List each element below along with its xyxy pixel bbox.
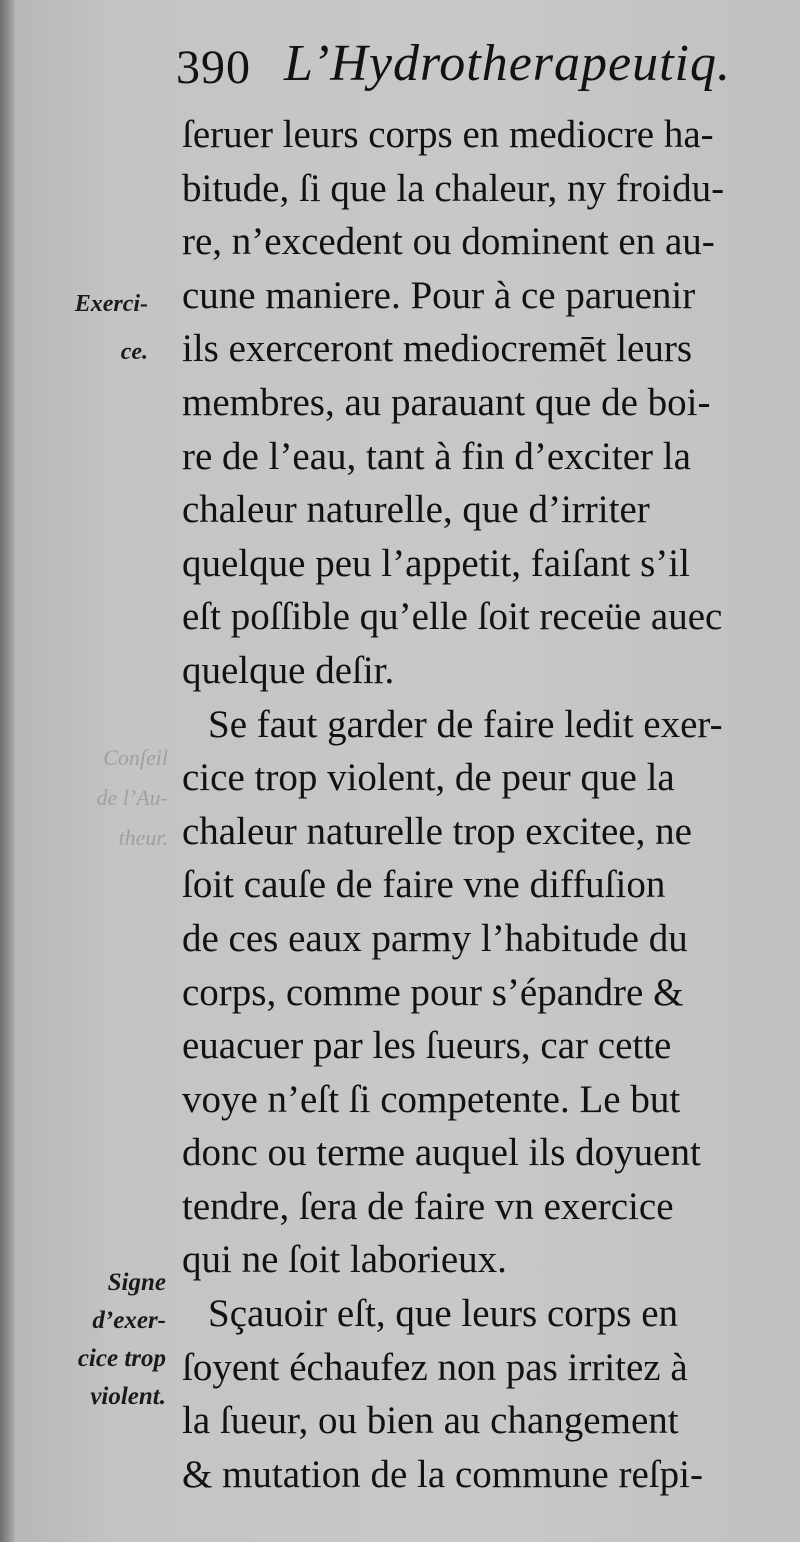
margin-note-line: violent. (90, 1383, 166, 1410)
text-line: eſt poſſible qu’elle ſoit receüe auec (182, 595, 723, 639)
margin-note-line: cice trop (77, 1345, 166, 1372)
text-line: ſoyent échaufez non pas irritez à (182, 1345, 688, 1389)
running-title: L’Hydrotherapeutiq. (284, 35, 731, 92)
margin-note-signe (28, 1264, 166, 1416)
text-line: la ſueur, ou bien au changement (182, 1399, 679, 1443)
text-line: ils exerceront mediocremēt leurs (182, 327, 693, 371)
margin-note-line: theur. (118, 825, 168, 850)
margin-note-line: de l’Au- (96, 785, 168, 810)
text-line: membres, au parauant que de boi- (182, 380, 711, 424)
text-line: Sçauoir eſt, que leurs corps en (208, 1292, 679, 1336)
text-line: ſoit cauſe de faire vne diffuſion (182, 863, 666, 907)
text-line: qui ne ſoit laborieux. (182, 1238, 507, 1282)
text-line: & mutation de la commune reſpi- (182, 1452, 703, 1496)
margin-note-line: Exerci- (74, 291, 148, 317)
text-line: chaleur naturelle trop excitee, ne (182, 809, 692, 853)
margin-note-show-through (28, 738, 168, 858)
text-line: chaleur naturelle, que d’irriter (182, 488, 650, 532)
text-line: quelque peu l’appetit, faiſant s’il (182, 541, 690, 585)
page-gutter (0, 0, 14, 1542)
text-line: tendre, ſera de faire vn exercice (182, 1184, 674, 1228)
margin-note-exercice (28, 280, 148, 376)
text-line: euacuer par les ſueurs, car cette (182, 1024, 672, 1068)
margin-note-line: Signe (107, 1269, 166, 1296)
text-line: cice trop violent, de peur que la (182, 756, 675, 800)
page-header (176, 30, 756, 110)
text-line: cune maniere. Pour à ce paruenir (182, 273, 696, 317)
page-number: 390 (176, 41, 251, 94)
text-line: re de l’eau, tant à fin d’exciter la (182, 434, 691, 478)
text-line: voye n’eſt ſi competente. Le but (182, 1077, 681, 1121)
text-line: Se faut garder de faire ledit exer- (208, 702, 723, 746)
body-text (182, 108, 794, 1501)
text-line: ſeruer leurs corps en mediocre ha- (182, 113, 714, 156)
text-line: quelque deſir. (182, 648, 395, 692)
text-line: de ces eaux parmy l’habitude du (182, 916, 688, 960)
text-line: re, n’excedent ou dominent en au- (182, 220, 715, 264)
text-line: donc ou terme auquel ils doyuent (182, 1131, 701, 1175)
text-line: bitude, ſi que la chaleur, ny froidu- (182, 166, 725, 210)
margin-note-line: ce. (120, 339, 148, 365)
text-line: corps, comme pour s’épandre & (182, 970, 684, 1014)
margin-note-line: Conſeil (103, 745, 168, 770)
margin-note-line: d’exer- (92, 1307, 166, 1334)
